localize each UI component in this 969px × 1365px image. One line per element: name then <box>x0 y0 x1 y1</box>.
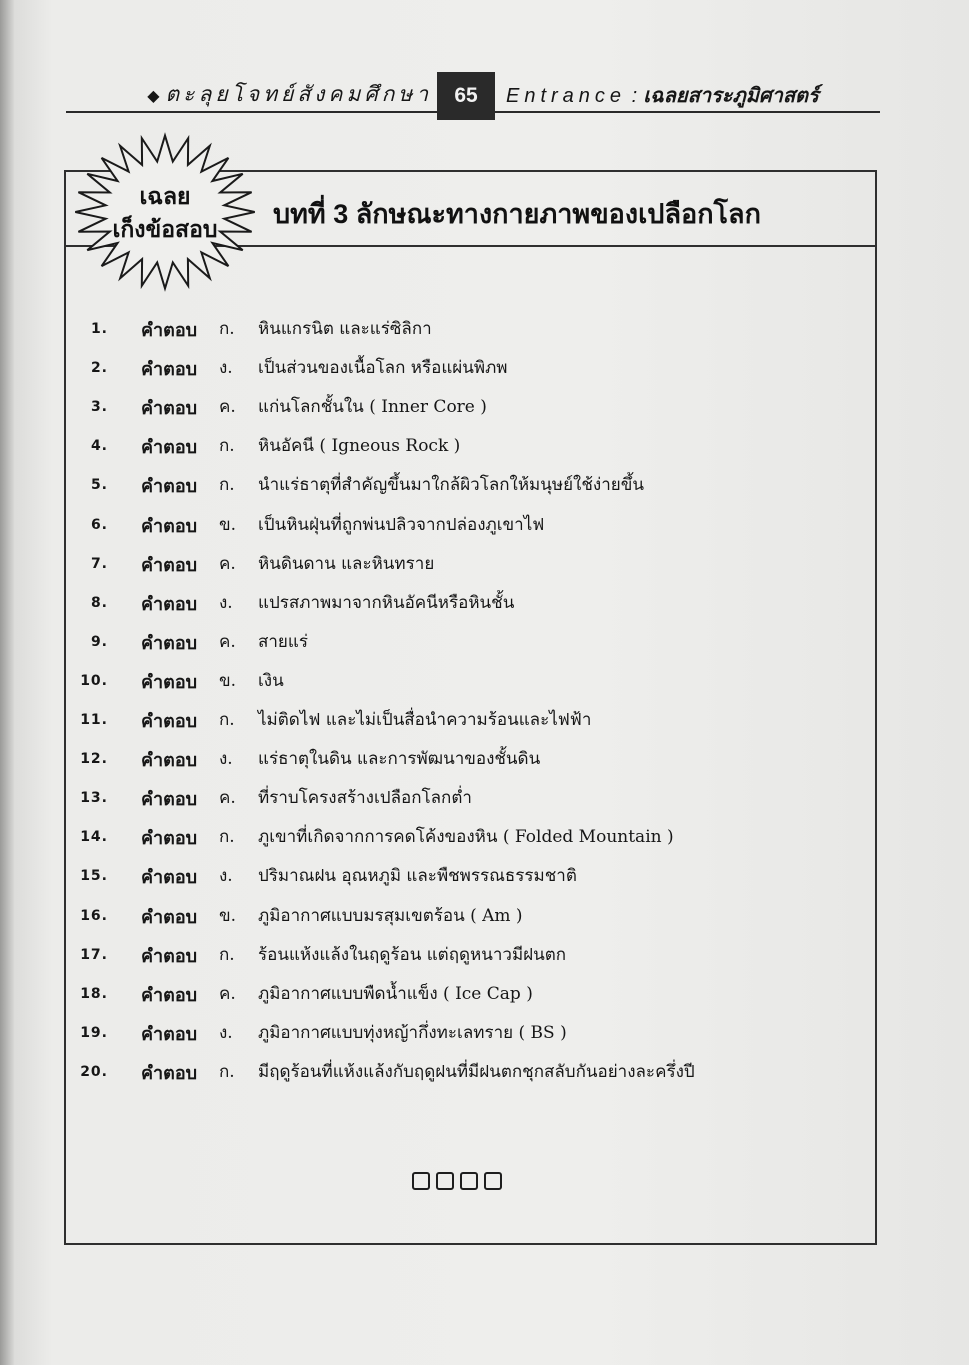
answer-label: คำตอบ <box>141 984 198 1005</box>
answer-text: หินดินดาน และหินทราย <box>258 553 435 574</box>
answer-text: ภูมิอากาศแบบทุ่งหญ้ากึ่งทะเลทราย ( BS ) <box>258 1022 567 1043</box>
answer-text: แปรสภาพมาจากหินอัคนีหรือหินชั้น <box>258 592 515 613</box>
answer-choice: ข. <box>219 905 237 926</box>
header-right <box>506 79 819 111</box>
answer-label: คำตอบ <box>141 515 198 536</box>
answer-number: 4. <box>90 438 108 455</box>
answer-label: คำตอบ <box>141 711 198 731</box>
answer-choice: ง. <box>219 1022 233 1043</box>
answer-label: คำตอบ <box>141 1023 198 1044</box>
header-left <box>147 78 432 111</box>
answer-number: 13. <box>80 790 108 807</box>
answer-label: คำตอบ <box>141 554 198 575</box>
answer-label: คำตอบ <box>141 906 198 927</box>
answer-text: ภูมิอากาศแบบมรสุมเขตร้อน ( Am ) <box>258 905 523 926</box>
answer-choice: ก. <box>219 475 235 496</box>
answer-number: 14. <box>80 829 108 846</box>
answer-label: คำตอบ <box>141 789 198 810</box>
answer-number: 10. <box>80 672 108 689</box>
answer-label: คำตอบ <box>141 320 198 340</box>
answer-label: คำตอบ <box>141 750 198 771</box>
answer-label: คำตอบ <box>141 593 198 614</box>
answer-number: 19. <box>80 1024 108 1041</box>
answer-number: 1. <box>90 321 108 337</box>
answer-label: คำตอบ <box>141 867 198 888</box>
header-right-sep: : <box>626 85 638 107</box>
answer-text: ภูเขาที่เกิดจากการคดโค้งของหิน ( Folded Mountain ) <box>258 827 674 848</box>
answer-text: ที่ราบโครงสร้างเปลือกโลกต่ำ <box>258 788 472 809</box>
answer-number: 11. <box>80 712 108 728</box>
answer-label: คำตอบ <box>141 632 198 653</box>
answer-choice: ง. <box>219 866 233 887</box>
answer-choice: ค. <box>219 397 236 418</box>
answer-text: เงิน <box>258 670 284 691</box>
answer-text: หินแกรนิต และแร่ซิลิกา <box>258 319 432 339</box>
answer-number: 2. <box>90 360 108 377</box>
header-right-en: Entrance <box>506 85 627 107</box>
answer-label: คำตอบ <box>141 828 198 849</box>
answer-number: 15. <box>80 868 108 885</box>
answer-text: หินอัคนี ( Igneous Rock ) <box>258 436 461 457</box>
answer-number: 16. <box>80 907 108 924</box>
badge-starburst <box>70 132 260 292</box>
answer-choice: ก. <box>219 827 235 848</box>
header-rule <box>66 111 880 113</box>
end-square-icon <box>460 1172 478 1190</box>
header-left-title: ตะลุยโจทย์สังคมศึกษา <box>165 82 432 106</box>
answer-text: เป็นหินฝุ่นที่ถูกพ่นปลิวจากปล่องภูเขาไฟ <box>258 514 545 535</box>
answer-text: สายแร่ <box>258 631 308 652</box>
answer-choice: ง. <box>219 749 233 770</box>
answer-number: 5. <box>90 477 108 494</box>
answer-number: 17. <box>80 946 108 963</box>
end-square-icon <box>436 1172 454 1190</box>
answer-text: แร่ธาตุในดิน และการพัฒนาของชั้นดิน <box>258 749 541 770</box>
answer-choice: ค. <box>219 983 236 1004</box>
answer-choice: ค. <box>219 553 236 574</box>
answer-label: คำตอบ <box>141 1062 198 1083</box>
answer-number: 20. <box>80 1063 108 1080</box>
badge-line-1: เฉลย <box>139 183 191 209</box>
answer-choice: ก. <box>219 944 235 965</box>
answer-choice: ก. <box>219 436 235 457</box>
end-square-icon <box>412 1172 430 1190</box>
answer-choice: ค. <box>219 631 236 652</box>
end-of-section-mark <box>412 1172 502 1194</box>
end-square-icon <box>484 1172 502 1190</box>
answer-text: มีฤดูร้อนที่แห้งแล้งกับฤดูฝนที่มีฝนตกชุกสลับกันอย่างละครึ่งปี <box>258 1061 695 1082</box>
answer-text: ไม่ติดไฟ และไม่เป็นสื่อนำความร้อนและไฟฟ้า <box>258 710 592 730</box>
answer-label: คำตอบ <box>141 398 198 419</box>
answer-text: เป็นส่วนของเนื้อโลก หรือแผ่นพิภพ <box>258 358 508 379</box>
answer-number: 18. <box>80 985 108 1002</box>
answer-label: คำตอบ <box>141 671 198 692</box>
chapter-title: บทที่ 3 ลักษณะทางกายภาพของเปลือกโลก <box>273 199 761 229</box>
answer-number: 12. <box>80 751 108 768</box>
answer-choice: ก. <box>219 1061 235 1082</box>
answer-text: ภูมิอากาศแบบพืดน้ำแข็ง ( Ice Cap ) <box>258 983 533 1004</box>
badge-line-2: เก็งข้อสอบ <box>112 216 218 242</box>
answer-text: ปริมาณฝน อุณหภูมิ และพืชพรรณธรรมชาติ <box>258 866 577 887</box>
page-number: 65 <box>437 72 495 120</box>
answer-number: 9. <box>90 633 108 650</box>
answer-choice: ง. <box>219 358 233 379</box>
answer-label: คำตอบ <box>141 476 198 497</box>
answer-text: ร้อนแห้งแล้งในฤดูร้อน แต่ฤดูหนาวมีฝนตก <box>258 944 567 965</box>
diamond-icon: ◆ <box>147 86 160 105</box>
running-header <box>66 72 880 114</box>
answer-number: 8. <box>90 594 108 611</box>
answer-number: 6. <box>90 516 108 533</box>
answer-number: 3. <box>90 399 108 416</box>
answer-choice: ก. <box>219 319 235 339</box>
answer-text: นำแร่ธาตุที่สำคัญขึ้นมาใกล้ผิวโลกให้มนุษย์ใช้ง่ายขึ้น <box>258 475 644 496</box>
answer-choice: ค. <box>219 788 236 809</box>
answer-label: คำตอบ <box>141 437 198 458</box>
header-right-th: เฉลยสาระภูมิศาสตร์ <box>643 85 819 107</box>
binding-edge <box>0 0 14 1365</box>
answer-text: แก่นโลกชั้นใน ( Inner Core ) <box>258 397 487 418</box>
answer-choice: ก. <box>219 710 235 730</box>
answer-label: คำตอบ <box>141 359 198 380</box>
answer-choice: ข. <box>219 670 237 691</box>
answer-choice: ง. <box>219 592 233 613</box>
answer-choice: ข. <box>219 514 237 535</box>
answer-label: คำตอบ <box>141 945 198 966</box>
answer-number: 7. <box>90 555 108 572</box>
